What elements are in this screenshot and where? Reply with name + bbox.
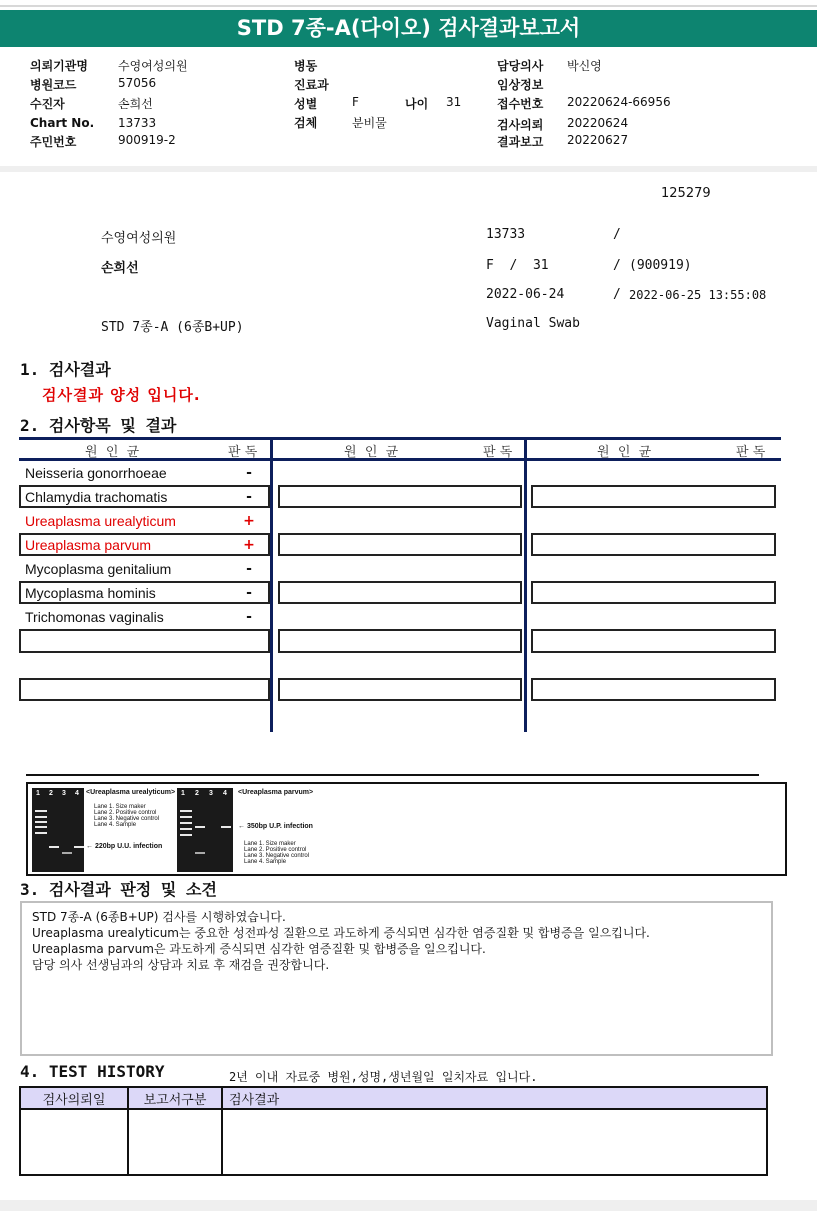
report-date-label: 결과보고 xyxy=(497,135,544,149)
hospital-code-label: 병원코드 xyxy=(30,78,77,92)
col3-pathogen-header: 원 인 균 xyxy=(597,445,652,460)
header-divider xyxy=(0,166,817,172)
lane-number: 4 xyxy=(223,790,227,797)
clinic-label: 의뢰기관명 xyxy=(30,59,88,73)
pathogen-verdict-positive: + xyxy=(243,537,255,553)
empty-row-box xyxy=(19,629,270,653)
pathogen-verdict: - xyxy=(246,585,252,601)
pathogen-name: Mycoplasma genitalium xyxy=(25,561,172,577)
request-label: 검사의뢰 xyxy=(497,118,544,132)
pathogen-verdict: - xyxy=(246,489,252,505)
history-col-request-date: 검사의뢰일 xyxy=(20,1087,128,1109)
section2-heading: 2. 검사항목 및 결과 xyxy=(20,416,177,435)
gel-electrophoresis-image xyxy=(26,782,787,876)
gel-right-legend: Lane 4. Sample xyxy=(244,859,287,865)
gel-right-legend: Lane 3. Negative control xyxy=(244,853,310,859)
dept-label: 진료과 xyxy=(294,78,329,92)
pathogen-verdict-positive: + xyxy=(243,513,255,529)
pathogen-verdict: - xyxy=(246,609,252,625)
top-rule xyxy=(0,5,817,7)
gel-top-rule xyxy=(26,774,759,776)
ward-label: 병동 xyxy=(294,59,318,73)
footer-band xyxy=(0,1200,817,1211)
col1-pathogen-header: 원 인 균 xyxy=(85,445,140,460)
pathogen-name: Chlamydia trachomatis xyxy=(25,489,168,505)
gel-left-legend: Lane 1. Size maker xyxy=(94,804,146,810)
empty-row-box xyxy=(531,629,776,653)
gel-left-title: <Ureaplasma urealyticum> xyxy=(86,789,176,796)
rrn-value: 900919-2 xyxy=(118,133,176,147)
empty-row-box xyxy=(531,678,776,701)
history-cell xyxy=(128,1109,222,1175)
sex-label: 성별 xyxy=(294,97,318,111)
lane-number: 1 xyxy=(36,790,40,797)
chart-value: 13733 xyxy=(118,116,157,130)
doctor-value: 박신영 xyxy=(567,59,602,73)
col2-verdict-header: 판 독 xyxy=(483,445,513,460)
history-note: 2년 이내 자료중 병원,성명,생년월일 일치자료 입니다. xyxy=(229,1070,538,1084)
clinical-info-label: 임상정보 xyxy=(497,78,544,92)
history-col-result: 검사결과 xyxy=(222,1087,767,1109)
report-title: STD 7종-A(다이오) 검사결과보고서 xyxy=(0,10,817,47)
patient-label: 수진자 xyxy=(30,97,65,111)
chart-label: Chart No. xyxy=(30,116,95,130)
age-value: 31 xyxy=(446,95,462,109)
lane-number: 3 xyxy=(62,790,66,797)
history-col-report-type: 보고서구분 xyxy=(128,1087,222,1109)
report-date-value: 20220627 xyxy=(567,133,629,147)
overall-result: 검사결과 양성 입니다. xyxy=(42,386,201,404)
col3-verdict-header: 판 독 xyxy=(736,445,766,460)
empty-row-box xyxy=(278,629,522,653)
pathogen-verdict: - xyxy=(246,561,252,577)
empty-row-box xyxy=(278,533,522,556)
lane-number: 3 xyxy=(209,790,213,797)
summary-date-request: 2022-06-24 xyxy=(486,287,565,302)
history-header-row xyxy=(20,1087,767,1109)
receipt-value: 20220624-66956 xyxy=(567,95,671,109)
results-col-divider-2 xyxy=(524,437,527,732)
col2-pathogen-header: 원 인 균 xyxy=(344,445,399,460)
gel-right xyxy=(177,788,233,872)
pathogen-name-positive: Ureaplasma parvum xyxy=(25,537,152,553)
receipt-label: 접수번호 xyxy=(497,97,544,111)
empty-row-box xyxy=(278,485,522,508)
lane-number: 1 xyxy=(181,790,185,797)
lane-number: 2 xyxy=(195,790,199,797)
empty-row-box xyxy=(278,581,522,604)
summary-date-report: 2022-06-25 13:55:08 xyxy=(629,288,767,302)
rrn-label: 주민번호 xyxy=(30,135,77,149)
gel-left-legend: Lane 2. Positive control xyxy=(94,810,157,816)
pathogen-name: Neisseria gonorrhoeae xyxy=(25,465,167,481)
doctor-label: 담당의사 xyxy=(497,59,544,73)
gel-left-legend: Lane 4. Sample xyxy=(94,822,137,828)
summary-slash-3: / xyxy=(613,287,621,302)
opinion-line: Ureaplasma urealyticum는 중요한 성전파성 질환으로 과도하게 증식되면 심각한 염증질환 및 합병증을 일으킵니다. xyxy=(32,926,650,940)
pathogen-name-positive: Ureaplasma urealyticum xyxy=(25,513,176,529)
age-label: 나이 xyxy=(405,97,429,111)
specimen-label: 검체 xyxy=(294,116,318,130)
gel-left-arrow-label: ← 220bp U.U. infection xyxy=(86,843,163,850)
history-empty-row xyxy=(20,1109,767,1175)
summary-birth: (900919) xyxy=(629,258,692,273)
hospital-code-value: 57056 xyxy=(118,76,157,90)
summary-clinic: 수영여성의원 xyxy=(101,231,177,246)
history-cell xyxy=(222,1109,767,1175)
lab-code: 125279 xyxy=(661,186,711,201)
opinion-box xyxy=(20,901,773,1056)
summary-slash-1: / xyxy=(613,227,621,242)
gel-right-title: <Ureaplasma parvum> xyxy=(238,789,314,796)
gel-left xyxy=(32,788,84,872)
empty-row-box xyxy=(531,581,776,604)
empty-row-box xyxy=(531,485,776,508)
summary-specimen: Vaginal Swab xyxy=(486,316,580,331)
clinic-value: 수영여성의원 xyxy=(118,59,188,73)
gel-right-arrow-text: 350bp U.P. infection xyxy=(246,823,313,830)
patient-value: 손희선 xyxy=(118,97,153,111)
summary-sex-age: F / 31 xyxy=(486,258,549,273)
opinion-line: 담당 의사 선생님과의 상담과 치료 후 재검을 권장합니다. xyxy=(32,958,330,972)
gel-right-legend: Lane 1. Size maker xyxy=(244,841,296,847)
opinion-line: STD 7종-A (6종B+UP) 검사를 시행하였습니다. xyxy=(32,910,286,924)
history-table xyxy=(19,1086,768,1176)
gel-left-legend: Lane 3. Negative control xyxy=(94,816,160,822)
request-value: 20220624 xyxy=(567,116,629,130)
summary-test-name: STD 7종-A (6종B+UP) xyxy=(101,320,244,335)
summary-slash-2: / xyxy=(613,258,621,273)
empty-row-box xyxy=(19,678,270,701)
history-cell xyxy=(20,1109,128,1175)
pathogen-name: Mycoplasma hominis xyxy=(25,585,156,601)
pathogen-verdict: - xyxy=(246,465,252,481)
col1-verdict-header: 판 독 xyxy=(228,445,258,460)
specimen-value: 분비물 xyxy=(352,116,387,130)
sex-value: F xyxy=(352,95,359,109)
results-col-divider-1 xyxy=(270,437,273,732)
empty-row-box xyxy=(278,678,522,701)
gel-right-legend: Lane 2. Positive control xyxy=(244,847,307,853)
lane-number: 4 xyxy=(75,790,79,797)
empty-row-box xyxy=(531,533,776,556)
section1-heading: 1. 검사결과 xyxy=(20,360,111,379)
gel-left-arrow-text: 220bp U.U. infection xyxy=(94,843,163,850)
lane-number: 2 xyxy=(49,790,53,797)
section4-heading: 4. TEST HISTORY xyxy=(20,1062,165,1081)
gel-right-arrow-label: ← 350bp U.P. infection xyxy=(238,823,313,830)
pathogen-name: Trichomonas vaginalis xyxy=(25,609,164,625)
opinion-line: Ureaplasma parvum은 과도하게 증식되면 심각한 염증질환 및 합병증을 일으킵니다. xyxy=(32,942,486,956)
results-top-rule xyxy=(19,437,781,440)
summary-chart: 13733 xyxy=(486,227,526,242)
summary-patient: 손희선 xyxy=(101,261,139,276)
section3-heading: 3. 검사결과 판정 및 소견 xyxy=(20,880,217,899)
